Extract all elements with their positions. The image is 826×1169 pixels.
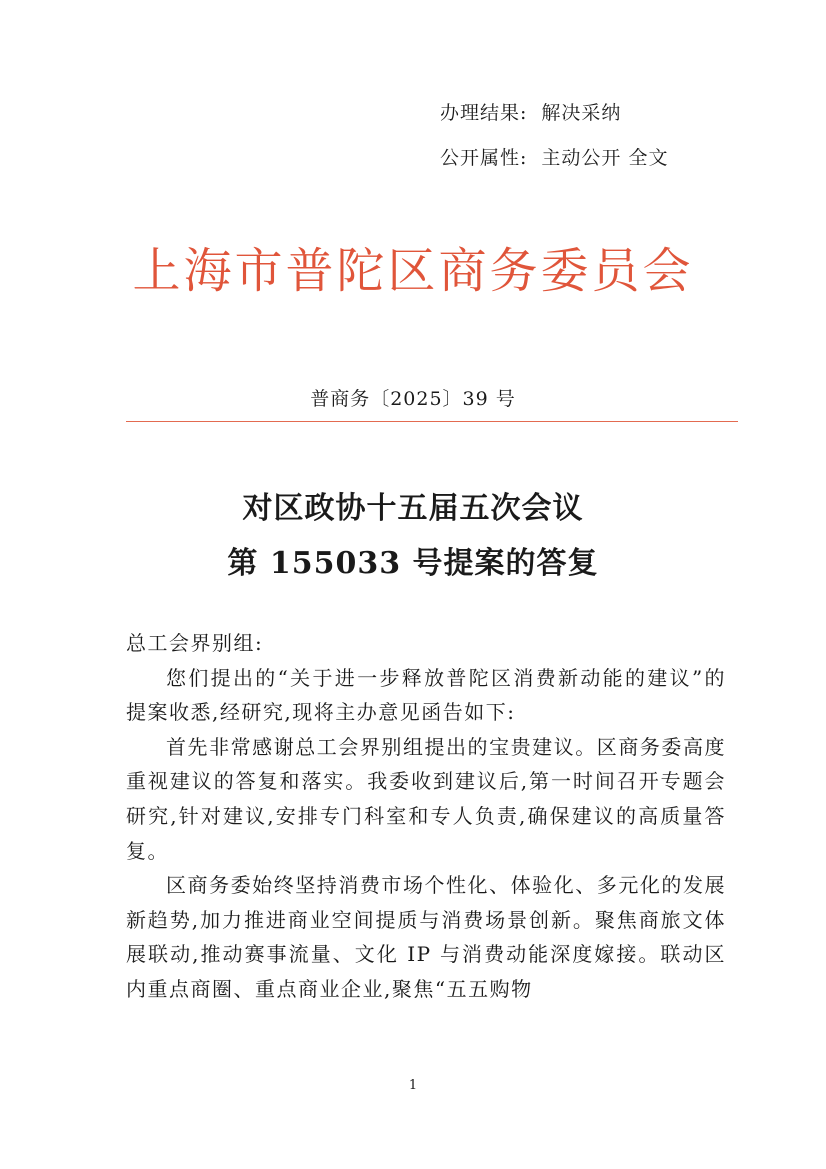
salutation: 总工会界别组:	[126, 631, 264, 655]
document-number: 普商务〔2025〕39 号	[310, 388, 516, 410]
document-body	[126, 626, 726, 1007]
body-paragraph-2: 首先非常感谢总工会界别组提出的宝贵建议。区商务委高度重视建议的答复和落实。我委收到建议后,第一时间召开专题会研究,针对建议,安排专门科室和专人负责,确保建议的高质量答复。	[126, 734, 726, 863]
body-paragraph-3: 区商务委始终坚持消费市场个性化、体验化、多元化的发展新趋势,加力推进商业空间提质与消费场景创新。聚焦商旅文体展联动,推动赛事流量、文化 IP 与消费动能深度嫁接。联动区内重点商圈、重点商业企业,聚焦“五五购物	[126, 873, 726, 1001]
body-paragraph-1: 您们提出的“关于进一步释放普陀区消费新动能的建议”的提案收悉,经研究,现将主办意见函告如下:	[126, 665, 726, 725]
disclosure-attribute	[440, 143, 668, 170]
document-title-line-1: 对区政协十五届五次会议	[242, 491, 584, 526]
handling-result	[440, 98, 621, 125]
handling-result-value: 解决采纳	[541, 102, 622, 124]
page-number: 1	[408, 1078, 418, 1093]
header-divider	[126, 421, 738, 422]
document-title-line-2: 第 155033 号提案的答复	[227, 546, 599, 581]
issuing-organization-header: 上海市普陀区商务委员会	[132, 243, 694, 299]
handling-result-label: 办理结果:	[440, 102, 528, 124]
disclosure-attribute-label: 公开属性:	[440, 147, 528, 169]
disclosure-attribute-value: 主动公开 全文	[541, 147, 669, 169]
